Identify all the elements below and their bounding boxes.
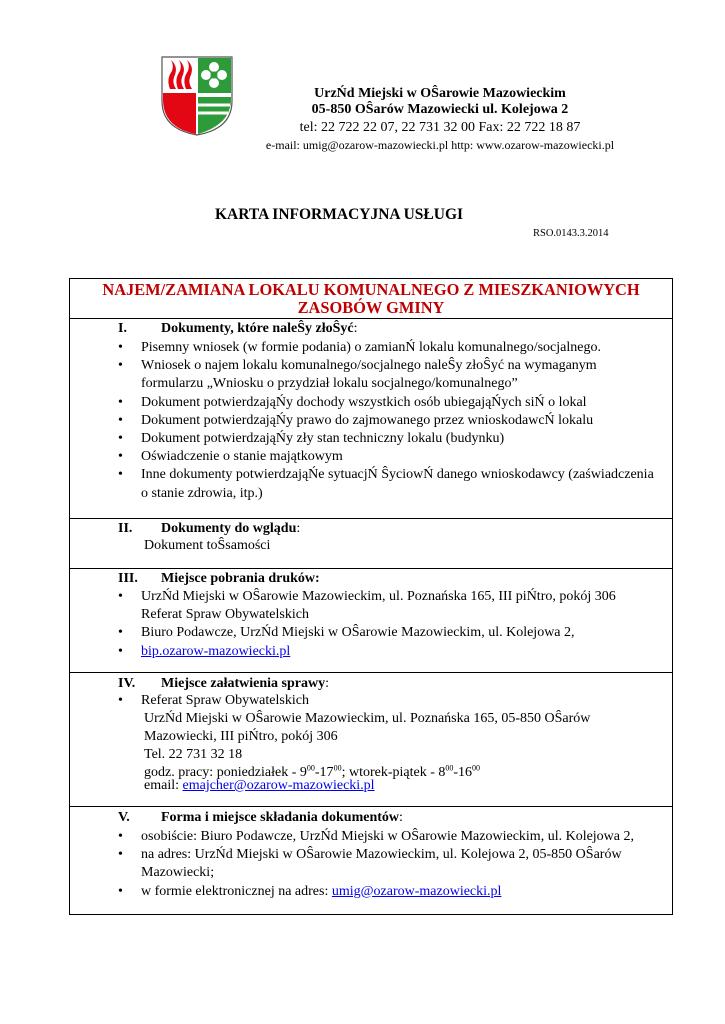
divider: [69, 568, 673, 569]
email-link[interactable]: emajcher@ozarow-mazowiecki.pl: [182, 778, 375, 793]
section-5-heading: V. Forma i miejsce składania dokumentów:: [118, 810, 403, 825]
office-email: e-mail: umig@ozarow-mazowiecki.pl http: www.ozarow-mazowiecki.pl: [265, 138, 615, 152]
divider: [69, 518, 673, 519]
list-item: • Dokument potwierdzająŃy dochody wszystkich osób ubiegająŃych siŃ o lokal: [118, 394, 658, 412]
list-item: • osobiście: Biuro Podawcze, UrzŃd Miejski w OŜarowie Mazowieckim, ul. Kolejowa 2,: [118, 828, 658, 846]
divider: [69, 318, 673, 319]
office-hours: godz. pracy: poniedziałek - $9^{00}-17^{00}$; wtorek-piątek - $8^{00}-16^{00}$: [144, 763, 481, 780]
section-title: Miejsce załatwienia sprawy: [161, 676, 326, 691]
list-item: • Dokument potwierdzająŃy zły stan techniczny lokalu (budynku): [118, 430, 658, 448]
section-3-list: [118, 588, 658, 661]
section-number: I.: [118, 321, 127, 336]
office-phone-line: Tel. 22 731 32 18: [144, 747, 243, 762]
list-item: • Dokument potwierdzająŃy prawo do zajmowanego przez wnioskodawcŃ lokalu: [118, 412, 658, 430]
list-item: • na adres: UrzŃd Miejski w OŜarowie Mazowieckim, ul. Kolejowa 2, 05-850 OŜarów Mazowiecki;: [118, 846, 658, 882]
section-title: Dokumenty, które naleŜy złoŜyć: [161, 321, 354, 336]
section-title: Dokumenty do wglądu: [161, 521, 297, 536]
section-1-list: [118, 339, 658, 503]
list-item: • w formie elektronicznej na adres: umig@ozarow-mazowiecki.pl: [118, 883, 658, 901]
list-item: [118, 643, 658, 661]
reference-number: RSO.0143.3.2014: [533, 228, 609, 239]
section-5-list: [118, 828, 658, 901]
section-number: III.: [118, 571, 138, 586]
coat-of-arms-icon: [160, 55, 234, 137]
section-4-list: [118, 692, 658, 710]
section-3-heading: [118, 570, 320, 588]
list-item: • Referat Spraw Obywatelskich: [118, 692, 658, 710]
office-floor-line: Mazowiecki, III piŃtro, pokój 306: [144, 729, 338, 744]
bip-link[interactable]: bip.ozarow-mazowiecki.pl: [141, 643, 291, 659]
section-number: IV.: [118, 676, 136, 691]
list-item: • Oświadczenie o stanie majątkowym: [118, 448, 658, 466]
email-link[interactable]: umig@ozarow-mazowiecki.pl: [331, 883, 502, 899]
section-title: Miejsce pobrania druków:: [161, 571, 320, 586]
identity-document: Dokument toŜsamości: [144, 538, 271, 553]
office-email-line: email: emajcher@ozarow-mazowiecki.pl: [144, 778, 375, 793]
section-title: Forma i miejsce składania dokumentów: [161, 810, 399, 825]
list-item: • UrzŃd Miejski w OŜarowie Mazowieckim, ul. Poznańska 165, III piŃtro, pokój 306 Referat Spraw Obywatelskich: [118, 588, 658, 624]
card-title: KARTA INFORMACYJNA USŁUGI: [215, 206, 464, 223]
divider: [69, 672, 673, 673]
list-item: • Pisemny wniosek (w formie podania) o zamianŃ lokalu komunalnego/socjalnego.: [118, 339, 658, 357]
section-4-heading: IV. Miejsce załatwienia sprawy:: [118, 676, 329, 691]
list-item: • Inne dokumenty potwierdzająŃe sytuacjŃ ŜyciowŃ danego wnioskodawcy (zaświadczenia o stanie zdrowia, itp.): [118, 466, 658, 502]
section-number: V.: [118, 810, 130, 825]
main-title-line2: ZASOBÓW GMINY: [297, 298, 445, 317]
office-phone: tel: 22 722 22 07, 22 731 32 00 Fax: 22 722 18 87: [299, 120, 581, 135]
section-2-heading: II. Dokumenty do wglądu:: [118, 521, 301, 536]
list-item: • Wniosek o najem lokalu komunalnego/socjalnego naleŜy złoŜyć na wymaganym formularzu „Wniosku o przydział lokalu socjalnego/komunalnego”: [118, 357, 658, 393]
section-1-heading: I. Dokumenty, które naleŜy złoŜyć:: [118, 321, 358, 336]
main-title-line1: NAJEM/ZAMIANA LOKALU KOMUNALNEGO Z MIESZKANIOWYCH: [102, 280, 640, 299]
office-address: 05-850 OŜarów Mazowiecki ul. Kolejowa 2: [311, 102, 569, 117]
main-title: [69, 281, 673, 317]
office-name: UrzŃd Miejski w OŜarowie Mazowieckim: [314, 86, 566, 101]
list-item: • Biuro Podawcze, UrzŃd Miejski w OŜarowie Mazowieckim, ul. Kolejowa 2,: [118, 624, 658, 642]
office-address-line: UrzŃd Miejski w OŜarowie Mazowieckim, ul. Poznańska 165, 05-850 OŜarów: [144, 711, 591, 726]
section-number: II.: [118, 521, 133, 536]
divider: [69, 806, 673, 807]
